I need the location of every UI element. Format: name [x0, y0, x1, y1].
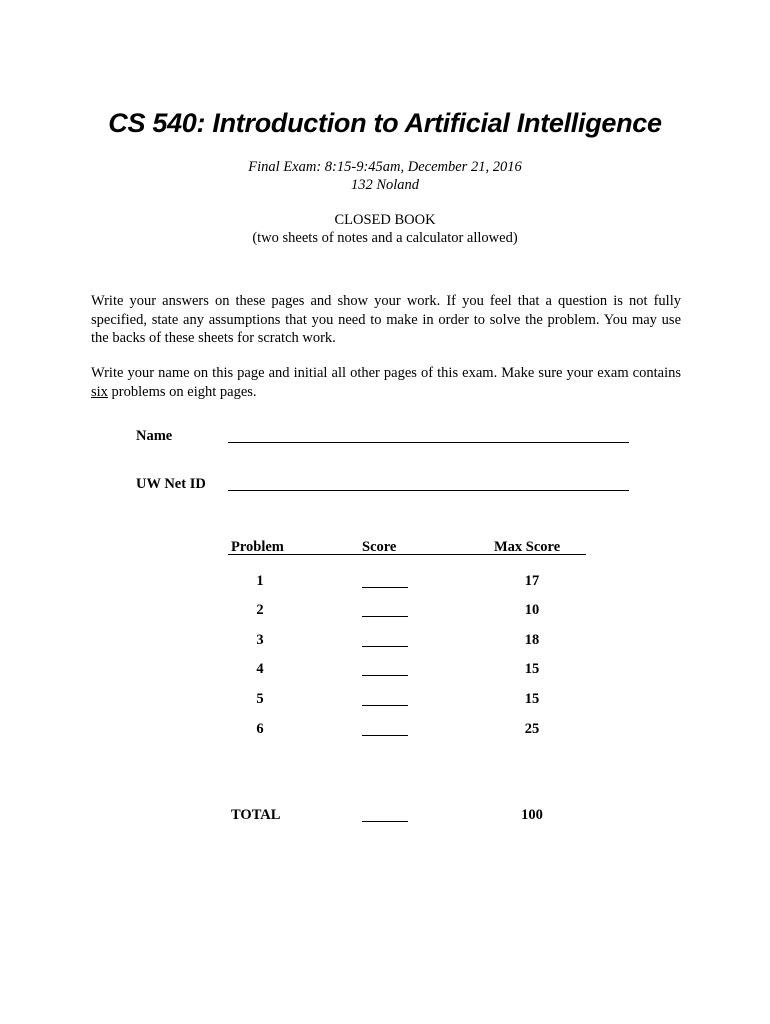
header-max-score: Max Score	[494, 539, 561, 555]
score-blank[interactable]	[362, 646, 408, 647]
allowed-materials: (two sheets of notes and a calculator allowed)	[252, 230, 518, 246]
exam-location: 132 Noland	[350, 177, 420, 193]
problem-number: 4	[256, 661, 264, 677]
netid-field[interactable]	[228, 490, 629, 491]
problem-number: 2	[256, 602, 264, 618]
max-score: 18	[524, 632, 540, 648]
page-title: CS 540: Introduction to Artificial Intelligence	[108, 108, 662, 138]
problem-number: 3	[256, 632, 264, 648]
max-score: 15	[524, 661, 540, 677]
table-row	[0, 632, 770, 652]
problem-number: 5	[256, 691, 264, 707]
score-blank[interactable]	[362, 587, 408, 588]
max-score: 17	[524, 573, 540, 589]
total-row	[0, 807, 770, 827]
instructions-paragraph-1: Write your answers on these pages and show your work. If you feel that a question is not fully specified, state any assumptions that you need to make in order to solve the problem. You may use the backs of these sheets for scratch work.	[91, 293, 681, 346]
netid-label: UW Net ID	[136, 476, 206, 492]
problem-number: 1	[256, 573, 264, 589]
name-label: Name	[136, 428, 173, 444]
header-problem: Problem	[231, 539, 284, 555]
table-row	[0, 661, 770, 681]
exam-info	[0, 158, 770, 194]
para2-text-after: problems on eight pages.	[107, 383, 257, 400]
para2-text-before: Write your name on this page and initial all other pages of this exam. Make sure your exam contains	[91, 365, 681, 381]
total-max-score: 100	[521, 807, 543, 823]
exam-time: Final Exam: 8:15-9:45am, December 21, 2016	[248, 159, 522, 175]
score-blank[interactable]	[362, 616, 408, 617]
table-row	[0, 573, 770, 593]
max-score: 10	[524, 602, 540, 618]
header-score: Score	[362, 539, 397, 555]
max-score: 25	[524, 721, 540, 737]
max-score: 15	[524, 691, 540, 707]
instructions-paragraph-2	[91, 364, 681, 401]
table-row	[0, 602, 770, 622]
header-underline	[228, 554, 586, 555]
score-blank[interactable]	[362, 705, 408, 706]
score-blank[interactable]	[362, 675, 408, 676]
total-label: TOTAL	[231, 807, 281, 823]
para2-underlined: six	[91, 383, 108, 400]
table-row	[0, 721, 770, 741]
total-score-blank[interactable]	[362, 821, 408, 822]
closed-book-label: CLOSED BOOK	[334, 212, 436, 228]
score-blank[interactable]	[362, 735, 408, 736]
problem-number: 6	[256, 721, 264, 737]
table-row	[0, 691, 770, 711]
name-field[interactable]	[228, 442, 629, 443]
exam-rules	[0, 211, 770, 247]
